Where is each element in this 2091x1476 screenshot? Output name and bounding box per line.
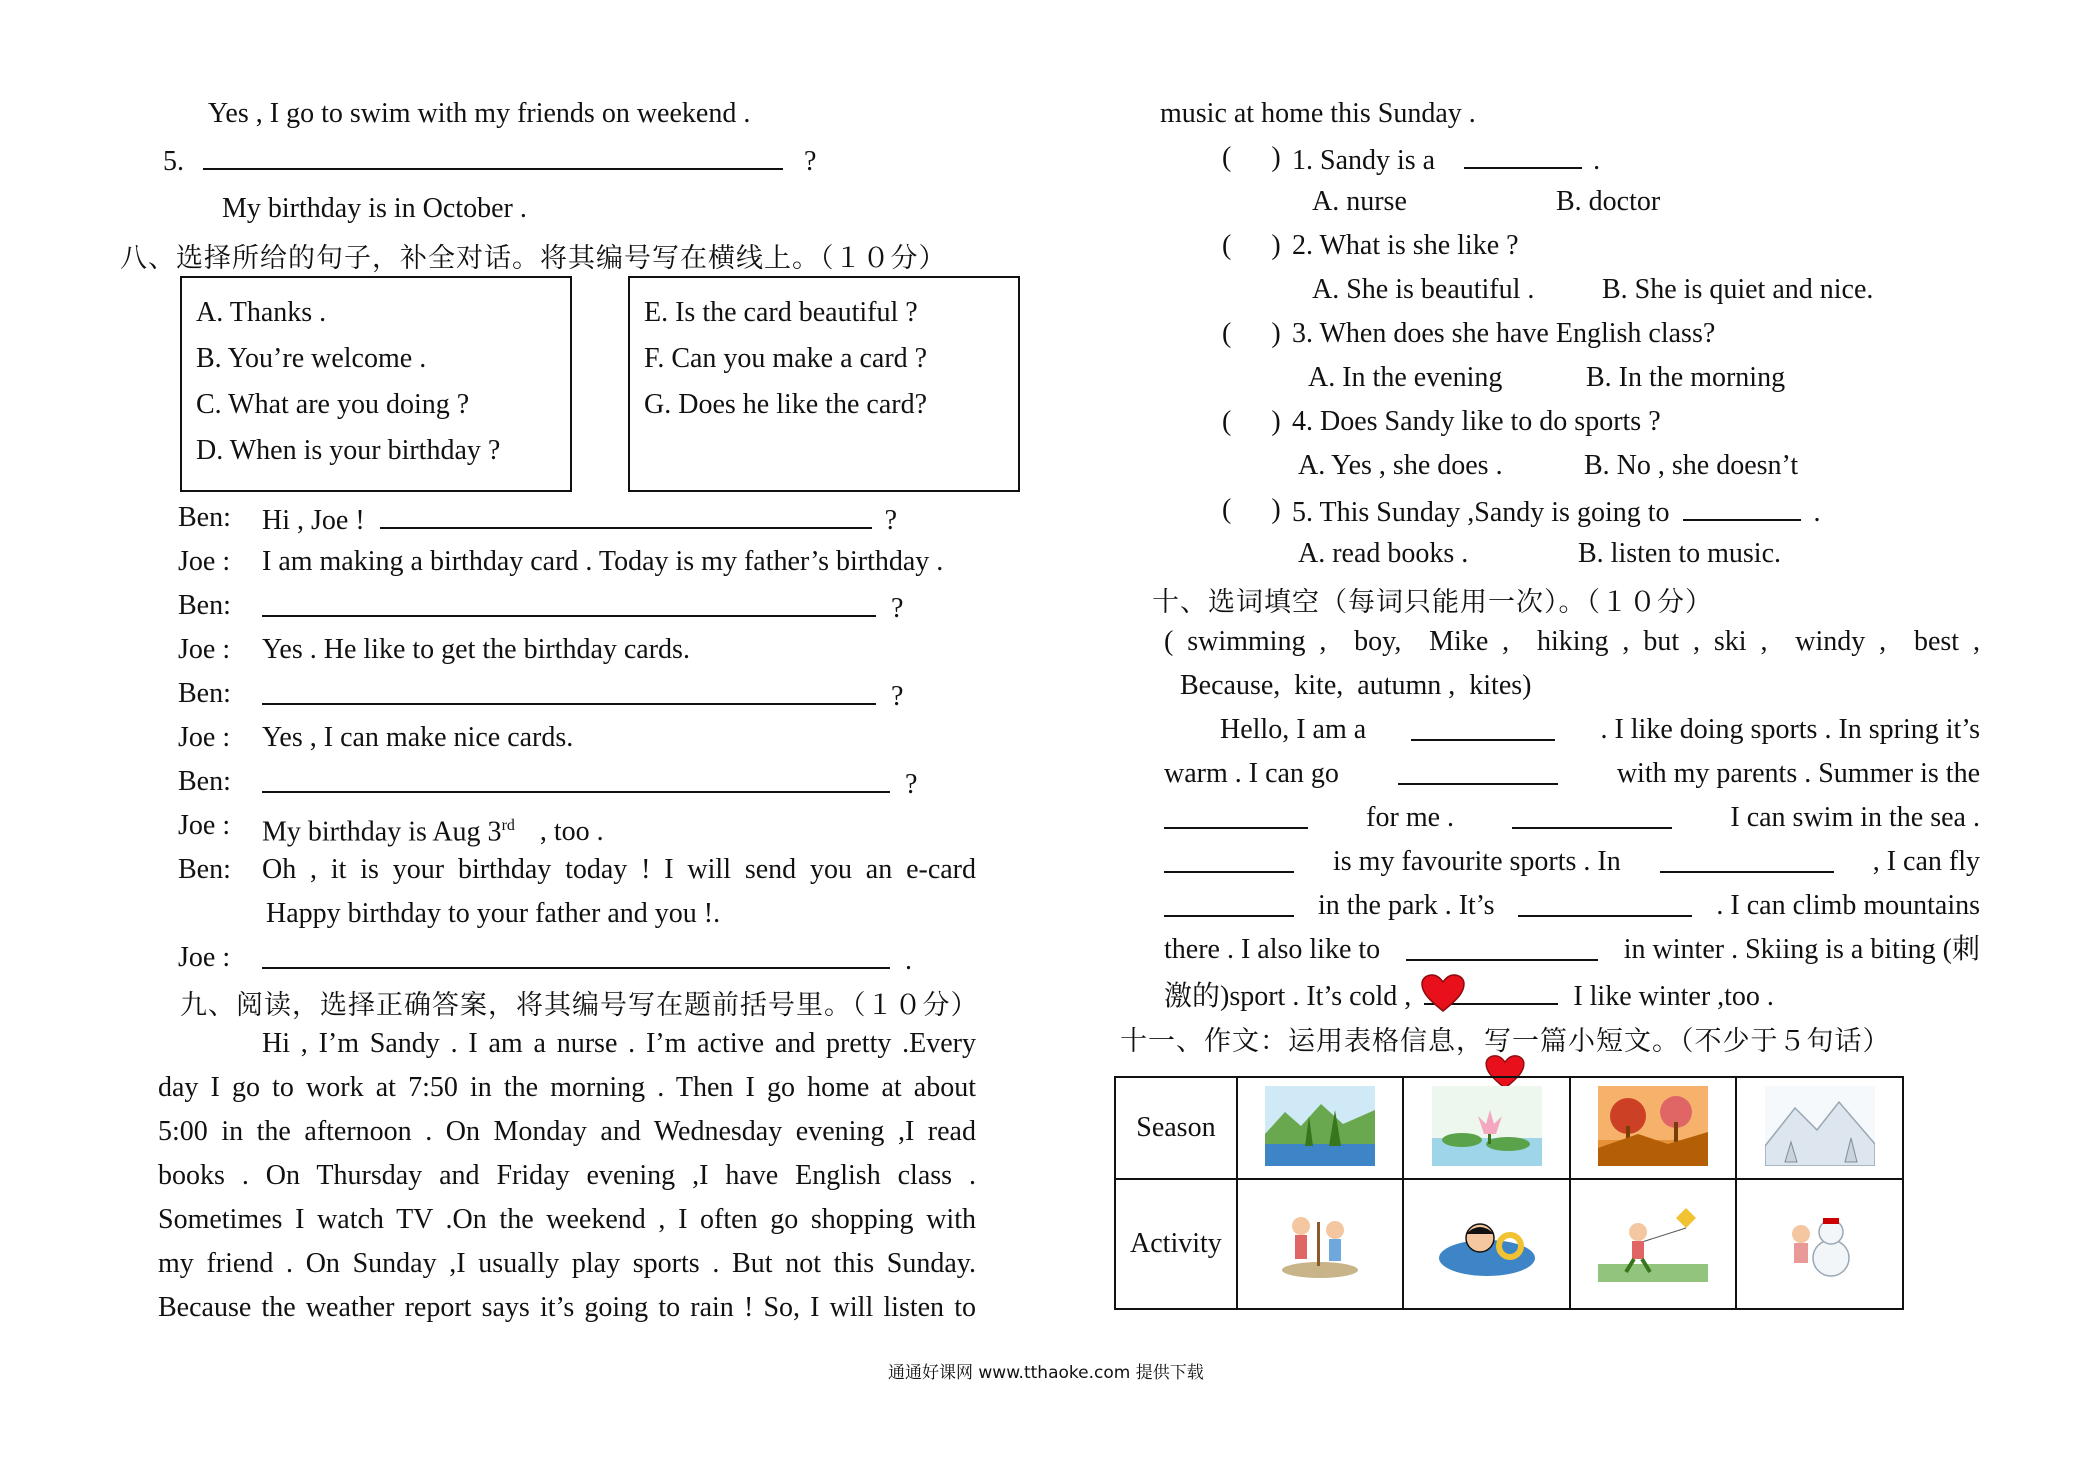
reading-line: my friend . On Sunday ,I usually play sports . But not this Sunday. [158, 1248, 976, 1279]
option-b: B. doctor [1556, 186, 1661, 217]
activity-swimming-cell [1403, 1179, 1570, 1309]
snowman-icon [1765, 1202, 1875, 1282]
answer-paren[interactable] [1222, 141, 1281, 175]
paragraph-text: there . I also like to [1164, 934, 1381, 965]
speaker-ben: Ben: [178, 854, 231, 885]
option-a: A. She is beautiful . [1312, 274, 1535, 305]
answer-blank[interactable] [1512, 801, 1672, 829]
option-a: A. Thanks . [196, 297, 327, 328]
dialog-tail: , too . [539, 816, 604, 848]
paragraph-text: for me . [1366, 802, 1455, 833]
reading-end: music at home this Sunday . [1160, 98, 1476, 129]
paren-close: ) [1271, 406, 1281, 437]
answer-blank[interactable] [1518, 889, 1692, 917]
season-label: Season [1115, 1077, 1237, 1179]
speaker-joe: Joe : [178, 942, 231, 973]
dialog-line: Happy birthday to your father and you !. [266, 898, 721, 929]
option-e: E. Is the card beautiful ? [644, 297, 918, 328]
answer-line-swim: Yes , I go to swim with my friends on weekend . [208, 98, 751, 129]
option-g: G. Does he like the card? [644, 389, 927, 420]
question-4: 4. Does Sandy like to do sports ? [1292, 406, 1661, 437]
paragraph-text: . I like doing sports . In spring it’s [1600, 714, 1980, 745]
period: . [905, 945, 912, 976]
word-bank-line-2: Because, kite, autumn , kites) [1180, 670, 1532, 701]
question-5-sunday [1292, 493, 1821, 530]
question-mark: ? [891, 593, 904, 624]
answer-paren[interactable] [1222, 317, 1281, 351]
option-a: A. nurse [1312, 186, 1407, 217]
paren-close: ) [1271, 142, 1281, 173]
answer-blank[interactable] [380, 501, 872, 529]
dialog-text: My birthday is Aug 3 [262, 816, 502, 848]
option-a: A. read books . [1298, 538, 1469, 569]
reading-line: Because the weather report says it’s going to rain ! So, I will listen to [158, 1292, 976, 1323]
paren-open: ( [1222, 230, 1232, 261]
question-mark: ? [891, 681, 904, 712]
reading-line: books . On Thursday and Friday evening ,I have English class . [158, 1160, 976, 1191]
activity-kite-cell [1570, 1179, 1737, 1309]
speaker-ben: Ben: [178, 678, 231, 709]
paragraph-line [1164, 757, 1980, 791]
paren-close: ) [1271, 494, 1281, 525]
answer-blank[interactable] [262, 765, 890, 793]
paragraph-line [1164, 845, 1980, 879]
season-activity-table [1114, 1076, 1904, 1310]
option-b: B. listen to music. [1578, 538, 1781, 569]
heart-icon [1420, 973, 1466, 1013]
question-2: 2. What is she like ? [1292, 230, 1519, 261]
speaker-joe: Joe : [178, 810, 231, 841]
question-5 [163, 142, 816, 179]
autumn-leaves-icon [1598, 1086, 1708, 1166]
speaker-ben: Ben: [178, 502, 231, 533]
paragraph-line [1164, 713, 1980, 747]
season-summer-cell [1403, 1077, 1570, 1179]
winter-snow-icon [1765, 1086, 1875, 1166]
paren-open: ( [1222, 318, 1232, 349]
dialog-line [262, 589, 903, 626]
paragraph-text: I can swim in the sea . [1730, 802, 1980, 833]
paragraph-text: . I can climb mountains [1716, 890, 1980, 921]
question-mark: ? [905, 769, 918, 800]
summer-lotus-icon [1432, 1086, 1542, 1166]
paren-open: ( [1222, 494, 1232, 525]
word-bank-line-1: ( swimming , boy, Mike , hiking , but , ski , windy , best , [1164, 626, 1980, 657]
paren-open: ( [1222, 406, 1232, 437]
section-8-title: 八、选择所给的句子，补全对话。将其编号写在横线上。（１０分） [120, 243, 947, 274]
dialog-line [262, 765, 917, 802]
paragraph-text: in the park . It’s [1317, 890, 1495, 921]
paren-close: ) [1271, 318, 1281, 349]
speaker-ben: Ben: [178, 590, 231, 621]
answer-blank[interactable] [1406, 933, 1598, 961]
season-spring-cell [1237, 1077, 1404, 1179]
reading-line: Sometimes I watch TV .On the weekend , I often go shopping with [158, 1204, 976, 1235]
dialog-line: Oh , it is your birthday today ! I will send you an e-card [262, 854, 976, 885]
paragraph-text: 激的)sport . It’s cold , [1164, 981, 1412, 1012]
period: . [1813, 497, 1821, 528]
paren-open: ( [1222, 142, 1232, 173]
answer-blank[interactable] [1164, 845, 1294, 873]
dialog-line [262, 809, 604, 849]
activity-label: Activity [1115, 1179, 1237, 1309]
section-9-title: 九、阅读，选择正确答案，将其编号写在题前括号里。（１０分） [180, 990, 979, 1021]
option-a: A. Yes , she does . [1298, 450, 1503, 481]
dialog-text: Hi , Joe ! [262, 505, 365, 536]
option-f: F. Can you make a card ? [644, 343, 928, 374]
dialog-line [262, 941, 912, 978]
answer-paren[interactable] [1222, 405, 1281, 439]
answer-blank[interactable] [203, 142, 783, 170]
speaker-joe: Joe : [178, 546, 231, 577]
activity-snowman-cell [1736, 1179, 1903, 1309]
answer-blank[interactable] [1411, 713, 1555, 741]
speaker-joe: Joe : [178, 722, 231, 753]
option-c: C. What are you doing ? [196, 389, 470, 420]
answer-blank[interactable] [1660, 845, 1834, 873]
dialog-line: I am making a birthday card . Today is my father’s birthday . [262, 546, 944, 577]
section-10-title: 十、选词填空（每词只能用一次）。（１０分） [1152, 587, 1713, 618]
planting-tree-icon [1265, 1202, 1375, 1282]
paren-close: ) [1271, 230, 1281, 261]
question-5-number: 5. [163, 146, 184, 177]
reading-line: 5:00 in the afternoon . On Monday and Wednesday evening ,I read [158, 1116, 976, 1147]
paragraph-text: with my parents . Summer is the [1616, 758, 1980, 789]
answer-blank[interactable] [262, 589, 876, 617]
paragraph-text: Hello, I am a [1220, 714, 1367, 745]
answer-blank[interactable] [262, 677, 876, 705]
option-a: A. In the evening [1308, 362, 1503, 393]
answer-paren[interactable] [1222, 229, 1281, 263]
swimming-icon [1432, 1202, 1542, 1282]
answer-blank[interactable] [1164, 889, 1294, 917]
paragraph-text: warm . I can go [1164, 758, 1339, 789]
question-text: 5. This Sunday ,Sandy is going to [1292, 497, 1670, 528]
option-b: B. No , she doesn’t [1584, 450, 1799, 481]
reading-line: Hi , I’m Sandy . I am a nurse . I’m active and pretty .Every [262, 1028, 976, 1059]
option-b: B. She is quiet and nice. [1602, 274, 1874, 305]
dialog-line: Yes . He like to get the birthday cards. [262, 634, 690, 665]
question-text: 1. Sandy is a [1292, 145, 1436, 176]
footer-credit: 通通好课网 www.tthaoke.com 提供下载 [888, 1363, 1204, 1383]
paragraph-text: I like winter ,too . [1573, 981, 1774, 1012]
section-11-title: 十一、作文：运用表格信息，写一篇小短文。（不少于５句话） [1120, 1026, 1891, 1057]
question-3: 3. When does she have English class? [1292, 318, 1716, 349]
paragraph-line [1164, 977, 1774, 1014]
answer-blank[interactable] [1398, 757, 1558, 785]
question-mark: ? [804, 146, 817, 177]
speaker-joe: Joe : [178, 634, 231, 665]
spring-landscape-icon [1265, 1086, 1375, 1166]
answer-blank[interactable] [262, 941, 890, 969]
option-d: D. When is your birthday ? [196, 435, 501, 466]
speaker-ben: Ben: [178, 766, 231, 797]
option-b: B. In the morning [1586, 362, 1786, 393]
paragraph-text: , I can fly [1872, 846, 1980, 877]
answer-blank[interactable] [1683, 493, 1801, 521]
paragraph-text: in winter . Skiing is a biting (刺 [1623, 934, 1980, 965]
reading-line: day I go to work at 7:50 in the morning . Then I go home at about [158, 1072, 976, 1103]
activity-planting-cell [1237, 1179, 1404, 1309]
question-1 [1292, 141, 1600, 178]
paragraph-line [1164, 933, 1980, 967]
period: . [1593, 145, 1601, 176]
answer-blank[interactable] [1464, 141, 1582, 169]
season-autumn-cell [1570, 1077, 1737, 1179]
season-winter-cell [1736, 1077, 1903, 1179]
dialog-line [262, 677, 903, 714]
ordinal-suffix: rd [501, 817, 515, 834]
paragraph-line [1164, 889, 1980, 923]
answer-blank[interactable] [1164, 801, 1308, 829]
flying-kite-icon [1598, 1202, 1708, 1282]
paragraph-text: is my favourite sports . In [1332, 846, 1621, 877]
answer-line-birthday: My birthday is in October . [222, 193, 527, 224]
answer-paren[interactable] [1222, 493, 1281, 527]
option-b: B. You’re welcome . [196, 343, 427, 374]
question-mark: ? [884, 505, 898, 536]
dialog-line: Yes , I can make nice cards. [262, 722, 574, 753]
paragraph-line [1164, 801, 1980, 835]
dialog-line [262, 501, 897, 538]
